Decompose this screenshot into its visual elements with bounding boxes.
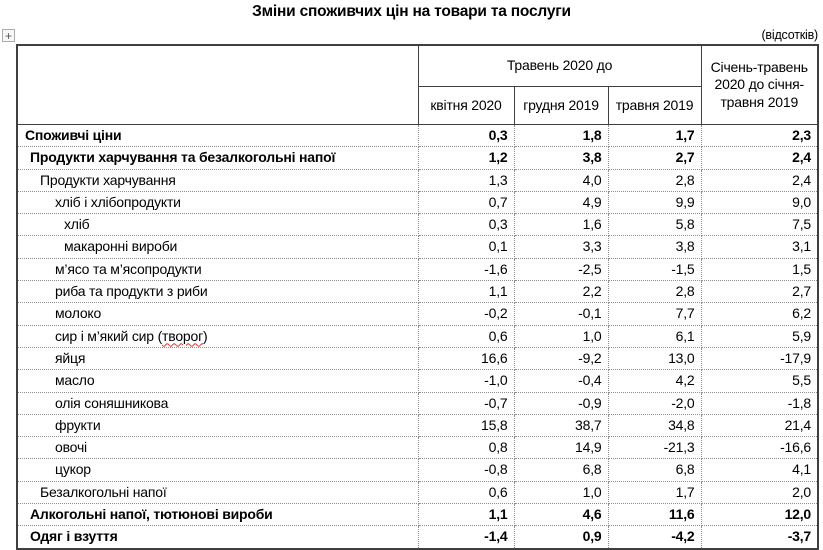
value-cell: 16,6 — [418, 347, 514, 369]
value-cell: -0,4 — [514, 370, 608, 392]
value-cell: 2,7 — [608, 147, 701, 169]
value-cell: 7,5 — [701, 214, 818, 236]
table-row — [17, 437, 818, 459]
table-row — [17, 303, 818, 325]
value-cell: 4,1 — [701, 459, 818, 481]
row-label: Одяг і взуття — [17, 526, 418, 549]
value-cell: 14,9 — [514, 437, 608, 459]
value-cell: 4,6 — [514, 504, 608, 526]
header-subcol-april-2020: квітня 2020 — [418, 87, 514, 125]
value-cell: 5,9 — [701, 325, 818, 347]
value-cell: 6,1 — [608, 325, 701, 347]
value-cell: 1,0 — [514, 481, 608, 503]
value-cell: 0,1 — [418, 236, 514, 258]
value-cell: 2,7 — [701, 281, 818, 303]
value-cell: -21,3 — [608, 437, 701, 459]
value-cell: 34,8 — [608, 414, 701, 436]
value-cell: 11,6 — [608, 504, 701, 526]
value-cell: 38,7 — [514, 414, 608, 436]
page-title: Зміни споживчих цін на товари та послуги — [252, 3, 571, 20]
value-cell: 1,3 — [418, 169, 514, 191]
value-cell: 9,9 — [608, 191, 701, 213]
table-row — [17, 258, 818, 280]
table-row — [17, 370, 818, 392]
row-label: масло — [17, 370, 418, 392]
value-cell: -1,4 — [418, 526, 514, 549]
row-label: цукор — [17, 459, 418, 481]
value-cell: 1,7 — [608, 125, 701, 147]
value-cell: -4,2 — [608, 526, 701, 549]
value-cell: 0,9 — [514, 526, 608, 549]
value-cell: 9,0 — [701, 191, 818, 213]
move-handle-icon: + — [4, 28, 12, 43]
value-cell: -0,1 — [514, 303, 608, 325]
value-cell: 1,6 — [514, 214, 608, 236]
value-cell: -17,9 — [701, 347, 818, 369]
row-label: хліб і хлібопродукти — [17, 191, 418, 213]
value-cell: 1,8 — [514, 125, 608, 147]
value-cell: -16,6 — [701, 437, 818, 459]
value-cell: 0,7 — [418, 191, 514, 213]
row-label: овочі — [17, 437, 418, 459]
row-label: фрукти — [17, 414, 418, 436]
header-empty-cell — [17, 45, 418, 125]
table-row — [17, 214, 818, 236]
row-label: Безалкогольні напої — [17, 481, 418, 503]
table-row — [17, 325, 818, 347]
row-label: риба та продукти з риби — [17, 281, 418, 303]
table-row — [17, 459, 818, 481]
table-row — [17, 281, 818, 303]
header-subcol-may-2019: травня 2019 — [608, 87, 701, 125]
row-label: хліб — [17, 214, 418, 236]
table-row — [17, 414, 818, 436]
spellcheck-underlined-word: творог — [162, 327, 203, 344]
value-cell: 1,5 — [701, 258, 818, 280]
value-cell: 2,0 — [701, 481, 818, 503]
value-cell: 2,8 — [608, 169, 701, 191]
value-cell: 3,8 — [608, 236, 701, 258]
table-row — [17, 526, 818, 549]
value-cell: -0,8 — [418, 459, 514, 481]
value-cell: 4,0 — [514, 169, 608, 191]
value-cell: 3,1 — [701, 236, 818, 258]
value-cell: -0,7 — [418, 392, 514, 414]
table-row — [17, 169, 818, 191]
row-label: м’ясо та м’ясопродукти — [17, 258, 418, 280]
value-cell: 3,3 — [514, 236, 608, 258]
value-cell: 21,4 — [701, 414, 818, 436]
table-row — [17, 191, 818, 213]
value-cell: 2,8 — [608, 281, 701, 303]
value-cell: 0,3 — [418, 214, 514, 236]
header-group-may-2020: Травень 2020 до — [418, 45, 701, 87]
value-cell: -1,8 — [701, 392, 818, 414]
table-header — [17, 45, 818, 125]
value-cell: 1,7 — [608, 481, 701, 503]
value-cell: 12,0 — [701, 504, 818, 526]
row-label: Алкогольні напої, тютюнові вироби — [17, 504, 418, 526]
row-label: олія соняшникова — [17, 392, 418, 414]
value-cell: 2,2 — [514, 281, 608, 303]
value-cell: 7,7 — [608, 303, 701, 325]
table-row — [17, 236, 818, 258]
unit-note: (відсотків) — [761, 28, 818, 42]
value-cell: 4,9 — [514, 191, 608, 213]
table-row — [17, 347, 818, 369]
value-cell: -0,9 — [514, 392, 608, 414]
value-cell: -0,2 — [418, 303, 514, 325]
value-cell: -3,7 — [701, 526, 818, 549]
value-cell: 2,3 — [701, 125, 818, 147]
row-label: макаронні вироби — [17, 236, 418, 258]
row-label: Продукти харчування — [17, 169, 418, 191]
header-subcol-december-2019: грудня 2019 — [514, 87, 608, 125]
row-label: сир і м’який сир (творог) — [17, 325, 418, 347]
value-cell: -1,0 — [418, 370, 514, 392]
value-cell: -9,2 — [514, 347, 608, 369]
table-move-handle[interactable] — [2, 29, 15, 42]
value-cell: 2,4 — [701, 169, 818, 191]
value-cell: 5,5 — [701, 370, 818, 392]
header-jan-may-column: Січень-травень 2020 до січня-травня 2019 — [701, 45, 818, 125]
row-label: молоко — [17, 303, 418, 325]
value-cell: -2,0 — [608, 392, 701, 414]
value-cell: -1,5 — [608, 258, 701, 280]
table-row — [17, 481, 818, 503]
value-cell: 13,0 — [608, 347, 701, 369]
table-body — [17, 125, 818, 549]
value-cell: 1,0 — [514, 325, 608, 347]
row-label: Споживчі ціни — [17, 125, 418, 147]
value-cell: 6,8 — [514, 459, 608, 481]
value-cell: 5,8 — [608, 214, 701, 236]
table-row — [17, 392, 818, 414]
value-cell: 6,2 — [701, 303, 818, 325]
value-cell: 0,6 — [418, 325, 514, 347]
value-cell: 4,2 — [608, 370, 701, 392]
value-cell: 15,8 — [418, 414, 514, 436]
value-cell: 1,1 — [418, 504, 514, 526]
table-row — [17, 125, 818, 147]
table-row — [17, 504, 818, 526]
value-cell: 0,6 — [418, 481, 514, 503]
value-cell: -2,5 — [514, 258, 608, 280]
value-cell: 1,1 — [418, 281, 514, 303]
value-cell: -1,6 — [418, 258, 514, 280]
consumer-prices-table — [16, 44, 819, 550]
value-cell: 1,2 — [418, 147, 514, 169]
value-cell: 2,4 — [701, 147, 818, 169]
value-cell: 0,8 — [418, 437, 514, 459]
value-cell: 3,8 — [514, 147, 608, 169]
table-row — [17, 147, 818, 169]
row-label: Продукти харчування та безалкогольні напої — [17, 147, 418, 169]
value-cell: 6,8 — [608, 459, 701, 481]
row-label: яйця — [17, 347, 418, 369]
value-cell: 0,3 — [418, 125, 514, 147]
